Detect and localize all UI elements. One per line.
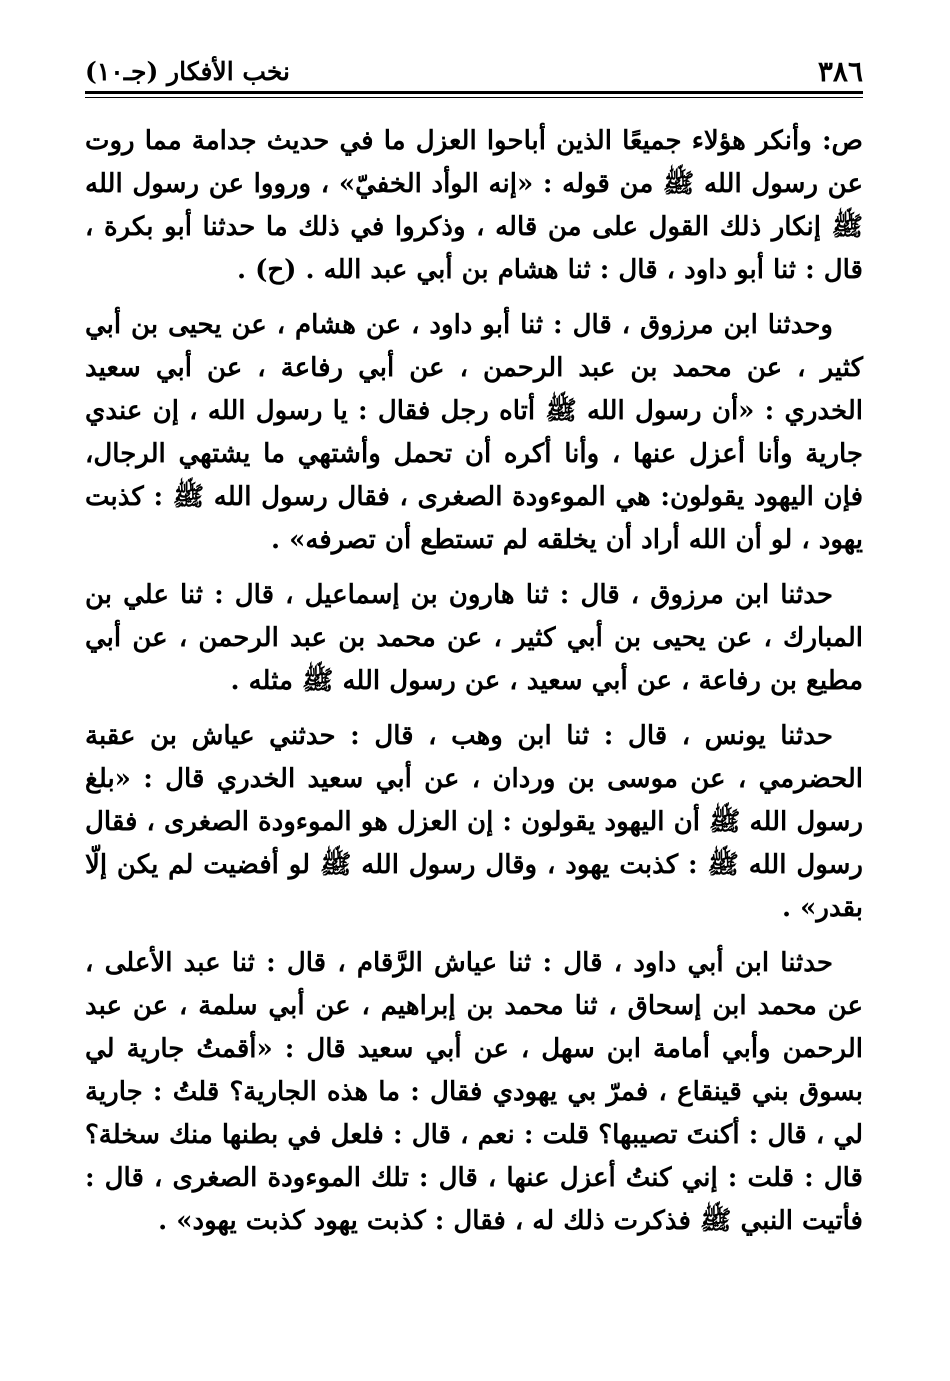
header-rule-thick: [85, 91, 863, 94]
page-number: ٣٨٦: [817, 55, 863, 88]
paragraph: ص: وأنكر هؤلاء جميعًا الذين أباحوا العزل ما في حديث جدامة مما روت عن رسول الله ﷺ من قوله : «إنه الوأد الخفيّ» ، ورووا عن رسول الله ﷺ إنكار ذلك القول على من قاله ، وذكروا في ذلك ما حدثنا أبو بكرة ، قال : ثنا أبو داود ، قال : ثنا هشام بن أبي عبد الله . (ح) .: [85, 126, 863, 285]
paragraph: حدثنا ابن أبي داود ، قال : ثنا عياش الرَّقام ، قال : ثنا عبد الأعلى ، عن محمد ابن إسحاق ، ثنا محمد بن إبراهيم ، عن أبي سلمة ، عن عبد الرحمن وأبي أمامة ابن سهل ، عن أبي سعيد قال : «أقمتُ جارية لي بسوق بني قينقاع ، فمرّ بي يهودي فقال : ما هذه الجارية؟ قلتُ : جارية لي ، قال : أكنتَ تصيبها؟ قلت : نعم ، قال : فلعل في بطنها منك سخلة؟ قال : قلت : إني كنتُ أعزل عنها ، قال : تلك الموءودة الصغرى ، قال : فأتيت النبي ﷺ فذكرت ذلك له ، فقال : كذبت يهود كذبت يهود» .: [85, 948, 863, 1236]
paragraph: حدثنا يونس ، قال : ثنا ابن وهب ، قال : حدثني عياش بن عقبة الحضرمي ، عن موسى بن وردان ، عن أبي سعيد الخدري قال : «بلغ رسول الله ﷺ أن اليهود يقولون : إن العزل هو الموءودة الصغرى ، فقال رسول الله ﷺ : كذبت يهود ، وقال رسول الله ﷺ لو أفضيت لم يكن إلّا بقدر» .: [85, 721, 863, 923]
paragraph: حدثنا ابن مرزوق ، قال : ثنا هارون بن إسماعيل ، قال : ثنا علي بن المبارك ، عن يحيى بن أبي كثير ، عن محمد بن عبد الرحمن ، عن أبي مطيع بن رفاعة ، عن أبي سعيد ، عن رسول الله ﷺ مثله .: [85, 580, 863, 696]
paragraph: وحدثنا ابن مرزوق ، قال : ثنا أبو داود ، عن هشام ، عن يحيى بن أبي كثير ، عن محمد بن عبد الرحمن ، عن أبي رفاعة ، عن أبي سعيد الخدري : «أن رسول الله ﷺ أتاه رجل فقال : يا رسول الله ، إن عندي جارية وأنا أعزل عنها ، وأنا أكره أن تحمل وأشتهي ما يشتهي الرجال، فإن اليهود يقولون: هي الموءودة الصغرى ، فقال رسول الله ﷺ : كذبت يهود ، لو أن الله أراد أن يخلقه لم تستطع أن تصرفه» .: [85, 310, 863, 555]
page-header: [85, 52, 863, 92]
header-rule-thin: [85, 97, 863, 98]
body-text: [85, 120, 863, 1255]
running-title: نخب الأفكار (جـ١٠): [85, 57, 291, 86]
